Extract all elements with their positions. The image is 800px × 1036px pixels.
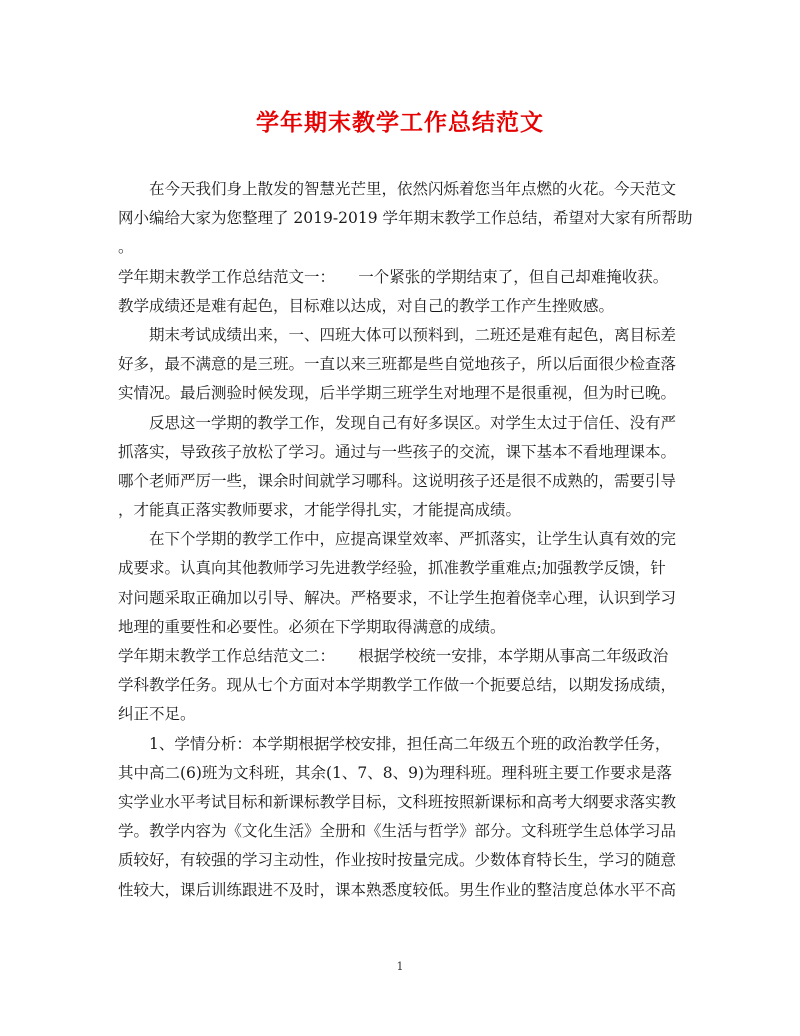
text-line: 在今天我们身上散发的智慧光芒里，依然闪烁着您当年点燃的火花。今天范文 (118, 180, 677, 198)
text-line: 在下个学期的教学工作中，应提高课堂效率、严抓落实，让学生认真有效的完 (118, 530, 677, 549)
text-line: 实学业水平考试目标和新课标教学目标，文科班按照新课标和高考大纲要求落实教 (118, 792, 677, 811)
text-line: 性较大，课后训练跟进不及时，课本熟悉度较低。男生作业的整洁度总体水平不高 (118, 880, 677, 899)
text-line: 1、学情分析：本学期根据学校安排，担任高二年级五个班的政治教学任务， (118, 734, 671, 753)
text-line: 。 (118, 238, 134, 257)
text-line: 抓落实，导致孩子放松了学习。通过与一些孩子的交流，课下基本不看地理课本。 (118, 442, 677, 461)
text-line: 学年期末教学工作总结范文一： 一个紧张的学期结束了，但自己却难掩收获。 (118, 267, 669, 286)
document-body (118, 175, 693, 905)
text-line: 质较好，有较强的学习主动性，作业按时按量完成。少数体育特长生，学习的随意 (118, 851, 677, 870)
text-line: 反思这一学期的教学工作，发现自己有好多误区。对学生太过于信任、没有严 (118, 413, 677, 432)
text-line: 网小编给大家为您整理了 2019-2019 学年期末教学工作总结，希望对大家有所帮助 (118, 209, 693, 228)
text-line: 学科教学任务。现从七个方面对本学期教学工作做一个扼要总结，以期发扬成绩， (118, 676, 677, 695)
text-line: 纠正不足。 (118, 705, 196, 724)
text-line: 实情况。最后测验时候发现，后半学期三班学生对地理不是很重视，但为时已晚。 (118, 384, 677, 403)
text-line: 成要求。认真向其他教师学习先进教学经验，抓准教学重难点;加强教学反馈，针 (118, 559, 666, 578)
text-line: ，才能真正落实教师要求，才能学得扎实，才能提高成绩。 (118, 501, 522, 520)
text-line: 其中高二(6)班为文科班，其余(1、7、8、9)为理科班。理科班主要工作要求是落 (118, 763, 672, 782)
text-line: 学。教学内容为《文化生活》全册和《生活与哲学》部分。文科班学生总体学习品 (118, 822, 677, 841)
page-number: 1 (396, 960, 404, 973)
text-line: 学年期末教学工作总结范文二： 根据学校统一安排，本学期从事高二年级政治 (118, 647, 669, 665)
text-line: 哪个老师严厉一些，课余时间就学习哪科。这说明孩子还是很不成熟的，需要引导 (118, 471, 677, 490)
text-line: 教学成绩还是难有起色，目标难以达成，对自己的教学工作产生挫败感。 (118, 296, 615, 315)
text-line: 期末考试成绩出来，一、四班大体可以预料到，二班还是难有起色，离目标差 (118, 325, 677, 344)
text-line: 地理的重要性和必要性。必须在下学期取得满意的成绩。 (118, 617, 506, 636)
text-line: 对问题采取正确加以引导、解决。严格要求，不让学生抱着侥幸心理，认识到学习 (118, 588, 677, 607)
text-line: 好多，最不满意的是三班。一直以来三班都是些自觉地孩子，所以后面很少检查落 (118, 355, 677, 374)
page-title: 学年期末教学工作总结范文 (256, 109, 544, 136)
